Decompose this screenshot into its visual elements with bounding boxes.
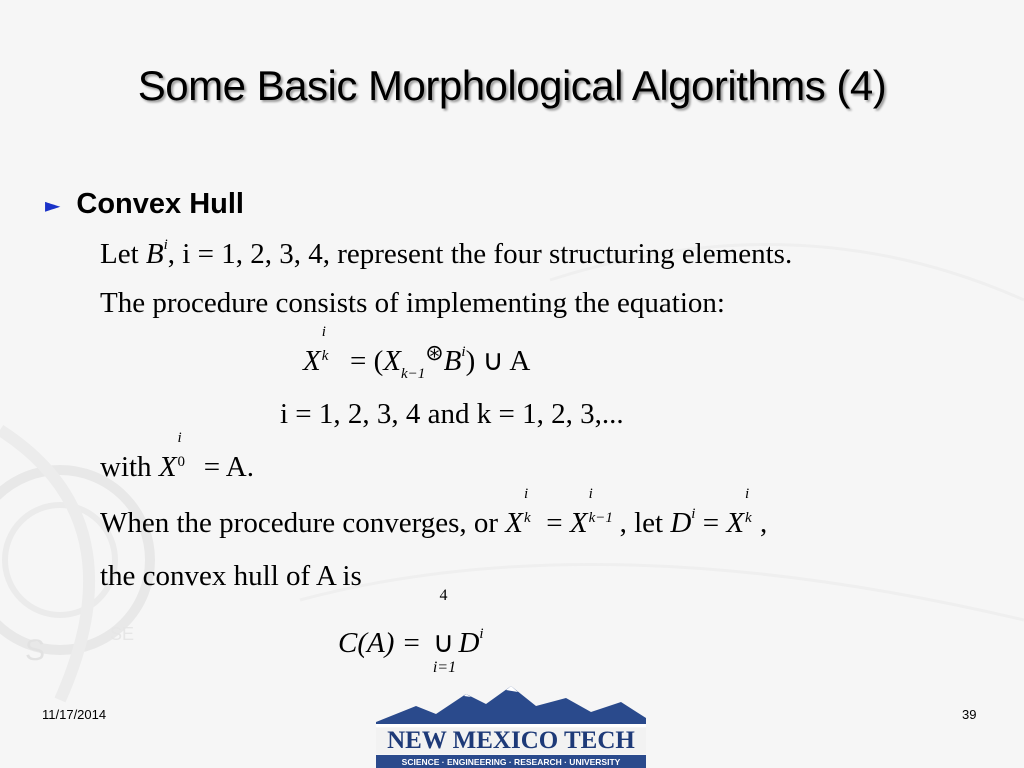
line3-rest: = A. [196,451,254,483]
eq-sub-k-minus-1: k−1 [400,366,426,382]
line4-eq: = [539,507,570,539]
triangle-right-icon: ► [45,192,61,217]
eq3-d: D [458,627,480,659]
union-upper-limit: 4 [439,587,448,604]
footer-date: 11/17/2014 [42,707,107,722]
eq3-d-sup-i: i [479,626,484,642]
text-line-converges [100,486,768,540]
eq-x: X [303,345,321,377]
eq-mid: = ( [342,345,384,377]
line1-prefix: Let [100,238,139,270]
svg-text:S: S [25,634,46,667]
eq-b-sup-i: i [461,344,466,360]
xk-sub-k: k [524,510,531,526]
line4-eq2: = [695,507,727,539]
text-line-structuring-elements [100,238,792,271]
bullet-convex-hull [45,188,244,221]
eq-sub-k: k [321,348,329,364]
union-operator [428,587,458,676]
bullet-heading: Convex Hull [76,188,244,220]
logo-tagline: SCIENCE · ENGINEERING · RESEARCH · UNIVERSITY [401,757,621,767]
sup-i: i [163,237,168,253]
eq-b: B [443,345,462,377]
union-lower-limit: i=1 [432,659,457,676]
union-symbol: ∪ [432,627,455,659]
eq3-lhs: C(A) = [338,627,429,659]
text-line-initial [100,430,254,484]
text-line-convex-hull: the convex hull of A is [100,560,362,592]
line4-end: , [760,507,768,539]
logo-wordmark: NEW MEXICO TECH [387,727,635,754]
equation-convex-hull [338,587,484,676]
xk2-sub-k: k [745,510,752,526]
d-sup-i: i [691,506,696,522]
new-mexico-tech-logo [376,684,646,768]
xk2-sup-i: i [745,486,750,502]
svg-text:SE: SE [110,624,135,644]
hit-or-miss-operator: ⊛ [425,340,444,365]
line4-let: , let [619,507,664,539]
var-x0: X [158,451,177,483]
eq-sup-i: i [321,324,326,340]
xk1-sup-i: i [588,486,593,502]
x0-sub-0: 0 [177,454,186,470]
eq-x2: X [383,345,401,377]
x0-sup-i: i [177,430,182,446]
line4-prefix: When the procedure converges, or [100,507,499,539]
line3-prefix: with [100,451,152,483]
eq-end: ) ∪ A [465,345,531,377]
xk-sup-i: i [524,486,529,502]
slide-title: Some Basic Morphological Algorithms (4) [137,62,887,109]
line1-rest: , i = 1, 2, 3, 4, represent the four structuring elements. [167,238,793,270]
var-x-k: X [505,507,524,539]
var-b: B [145,238,164,270]
var-x-k-minus-1: X [569,507,588,539]
xk1-sub: k−1 [588,510,613,526]
var-d: D [670,507,692,539]
equation-iteration [303,324,531,382]
var-x-k-2: X [726,507,745,539]
equation-index-range: i = 1, 2, 3, 4 and k = 1, 2, 3,... [280,398,624,430]
footer-page-number: 39 [962,707,977,722]
text-line-procedure: The procedure consists of implementing the equation: [100,287,725,319]
